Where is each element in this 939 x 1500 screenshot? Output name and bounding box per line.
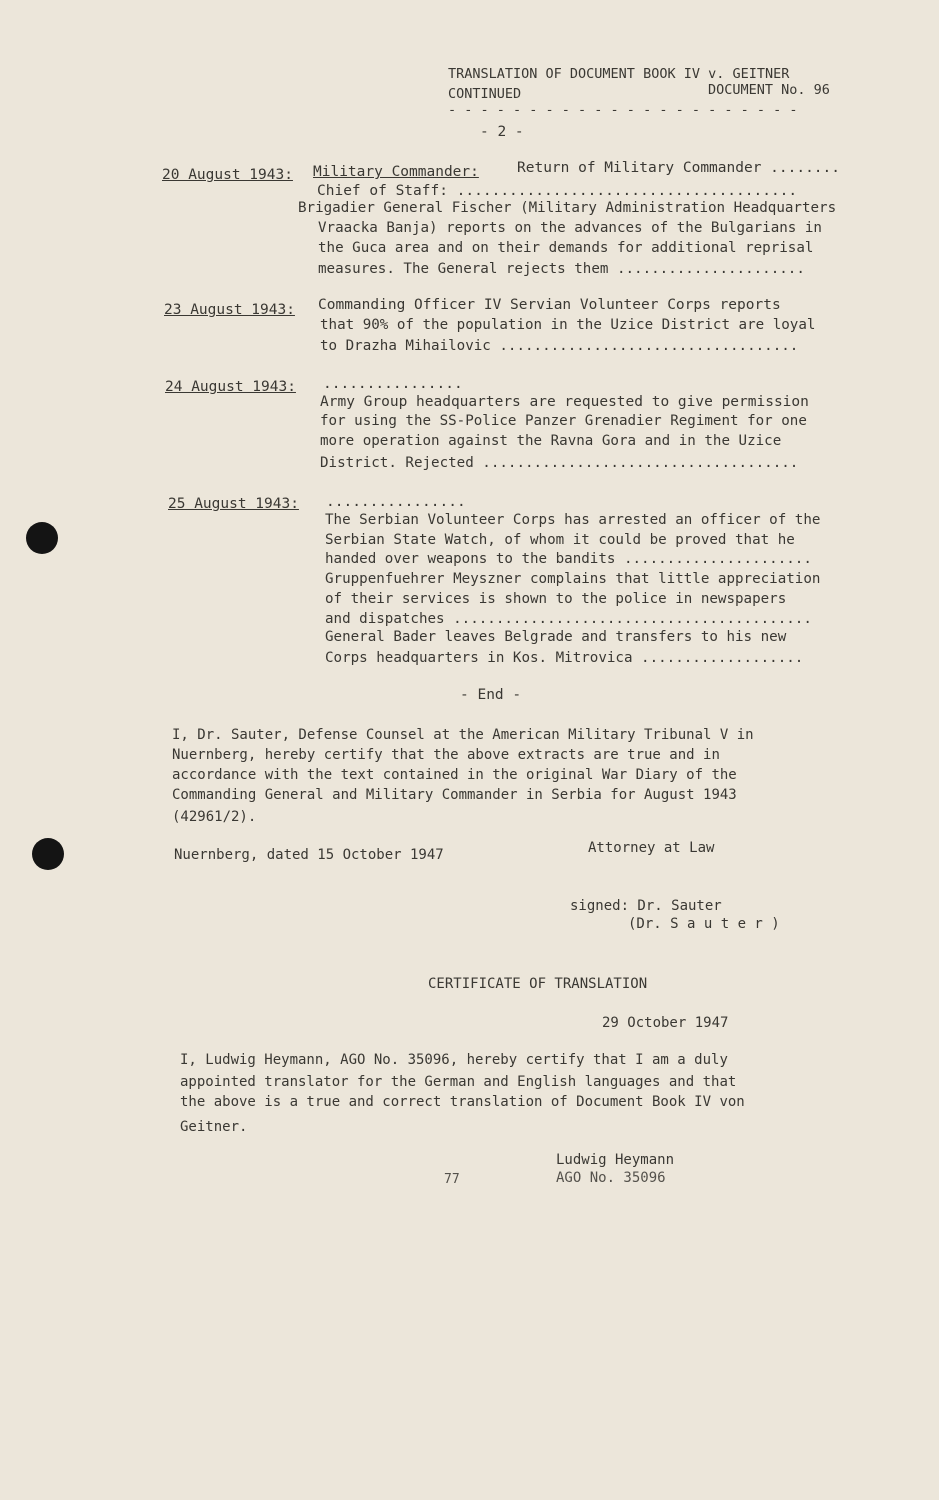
entry-line: Vraacka Banja) reports on the advances of the Bulgarians in: [318, 220, 822, 236]
entry-subject: Military Commander:: [313, 164, 479, 180]
entry-line: Chief of Staff: .......................................: [317, 183, 798, 199]
translator-name: Ludwig Heymann: [556, 1152, 675, 1168]
signer-name: (Dr. S a u t e r ): [628, 916, 780, 932]
header-document-number: DOCUMENT No. 96: [708, 82, 830, 98]
entry-line: Serbian State Watch, of whom it could be proved that he: [325, 532, 795, 548]
entry-line: Corps headquarters in Kos. Mitrovica ...................: [325, 650, 804, 666]
entry-line: General Bader leaves Belgrade and transfers to his new: [325, 629, 787, 645]
entry-line: for using the SS-Police Panzer Grenadier Regiment for one: [320, 413, 807, 429]
entry-line: to Drazha Mihailovic ...................................: [320, 338, 799, 354]
entry-date: 24 August 1943:: [165, 379, 296, 395]
certification-line: Commanding General and Military Commander in Serbia for August 1943: [172, 787, 737, 803]
entry-line: that 90% of the population in the Uzice District are loyal: [320, 317, 816, 333]
entry-line: ................: [323, 376, 463, 392]
entry-date: 20 August 1943:: [162, 167, 293, 183]
signed-line: signed: Dr. Sauter: [570, 898, 722, 914]
header-title: TRANSLATION OF DOCUMENT BOOK IV v. GEITNER: [448, 66, 790, 82]
punch-hole-bottom: [32, 838, 64, 870]
entry-date: 25 August 1943:: [168, 496, 299, 512]
entry-line: of their services is shown to the police in newspapers: [325, 591, 787, 607]
certification-line: (42961/2).: [172, 809, 257, 825]
punch-hole-top: [26, 522, 58, 554]
attorney-title: Attorney at Law: [588, 840, 715, 856]
place-date: Nuernberg, dated 15 October 1947: [174, 847, 444, 863]
entry-line: The Serbian Volunteer Corps has arrested an officer of the: [325, 512, 821, 528]
entry-line: more operation against the Ravna Gora and in the Uzice: [320, 433, 782, 449]
header-rule: - - - - - - - - - - - - - - - - - - - - - -: [448, 102, 798, 118]
header-continued: CONTINUED: [448, 86, 522, 102]
entry-line: Brigadier General Fischer (Military Administration Headquarters: [298, 200, 837, 216]
page-number: - 2 -: [480, 124, 524, 140]
certificate-heading: CERTIFICATE OF TRANSLATION: [428, 976, 648, 992]
page-fragment: 77: [444, 1172, 460, 1187]
certification-line: accordance with the text contained in the original War Diary of the: [172, 767, 737, 783]
entry-line: District. Rejected .....................................: [320, 455, 799, 471]
entry-line: the Guca area and on their demands for additional reprisal: [318, 240, 814, 256]
entry-line: measures. The General rejects them ......................: [318, 261, 805, 277]
entry-line: Army Group headquarters are requested to give permission: [320, 394, 809, 410]
certification-line: Nuernberg, hereby certify that the above extracts are true and in: [172, 747, 720, 763]
certification-line: I, Dr. Sauter, Defense Counsel at the American Military Tribunal V in: [172, 727, 754, 743]
entry-line: and dispatches ..........................................: [325, 611, 812, 627]
certificate-line: the above is a true and correct translation of Document Book IV von: [180, 1094, 745, 1110]
entry-line: handed over weapons to the bandits ......................: [325, 551, 812, 567]
certificate-line: appointed translator for the German and English languages and that: [180, 1074, 737, 1090]
certificate-line: I, Ludwig Heymann, AGO No. 35096, hereby certify that I am a duly: [180, 1052, 728, 1068]
entry-line: ................: [326, 494, 466, 510]
translator-ago: AGO No. 35096: [556, 1170, 666, 1186]
entry-line: Return of Military Commander ........: [517, 160, 841, 176]
entry-line: Gruppenfuehrer Meyszner complains that little appreciation: [325, 571, 821, 587]
certificate-date: 29 October 1947: [602, 1015, 729, 1031]
entry-date: 23 August 1943:: [164, 302, 295, 318]
entry-line: Commanding Officer IV Servian Volunteer Corps reports: [318, 297, 781, 313]
certificate-line: Geitner.: [180, 1119, 248, 1135]
end-marker: - End -: [460, 687, 522, 703]
